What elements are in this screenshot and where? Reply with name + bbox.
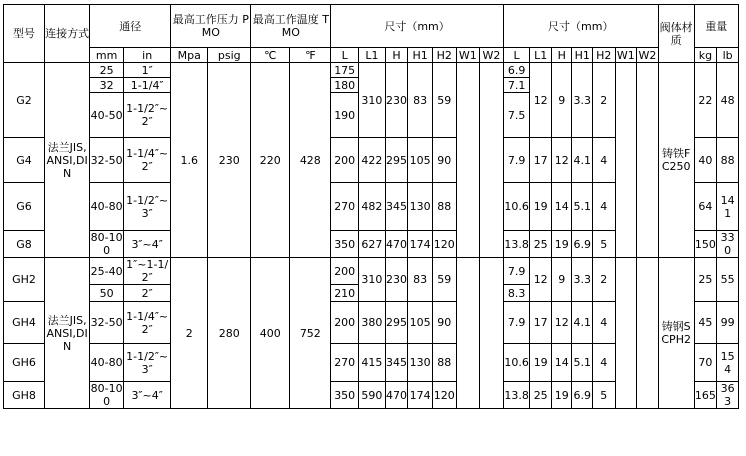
header-weight: 重量	[694, 5, 738, 48]
dim-l-cell: 270	[331, 344, 359, 382]
dim2-l-cell: 7.9	[503, 138, 530, 183]
model-cell: G6	[4, 183, 45, 231]
pressure-psig-cell: 230	[208, 63, 251, 258]
pressure-psig-cell: 280	[208, 258, 251, 409]
dim2-h1-cell: 6.9	[572, 382, 593, 409]
bore-in-cell: 1-1/4″~2″	[124, 138, 171, 183]
dim-h2-cell: 90	[432, 302, 456, 344]
dim-l1-cell: 310	[359, 63, 386, 138]
dim-h1-cell: 174	[408, 231, 433, 258]
weight-kg-cell: 165	[694, 382, 717, 409]
temp-f-cell: 752	[290, 258, 331, 409]
dim2-w1-cell	[615, 258, 637, 409]
dim2-h-cell: 12	[551, 138, 572, 183]
header-connection: 连接方式	[45, 5, 90, 63]
header-dims-2: 尺寸（mm）	[503, 5, 658, 48]
bore-in-cell: 1-1/2″~2″	[124, 93, 171, 138]
dim2-h1-cell: 5.1	[572, 183, 593, 231]
weight-lb-cell: 363	[717, 382, 739, 409]
bore-in-cell: 1-1/2″~3″	[124, 183, 171, 231]
dim2-h1-cell: 6.9	[572, 231, 593, 258]
dim2-h2-cell: 2	[593, 63, 616, 138]
dim2-h1-cell: 4.1	[572, 138, 593, 183]
dim-h2-cell: 88	[432, 183, 456, 231]
bore-in-cell: 1″~1-1/2″	[124, 258, 171, 285]
connection-cell: 法兰JIS,ANSI,DIN	[45, 63, 90, 258]
dim2-h2-cell: 5	[593, 231, 616, 258]
dim-w1-cell	[456, 258, 480, 409]
dim-h-cell: 345	[385, 344, 408, 382]
dim2-h1-cell: 4.1	[572, 302, 593, 344]
dim-w1-cell	[456, 63, 480, 258]
dim-h1-cell: 130	[408, 344, 433, 382]
dim2-l1-cell: 12	[530, 258, 552, 302]
dim2-h-cell: 19	[551, 382, 572, 409]
dim-h-cell: 295	[385, 302, 408, 344]
dim-l-cell: 270	[331, 183, 359, 231]
unit-cell: W2	[638, 48, 657, 62]
connection-cell: 法兰JIS,ANSI,DIN	[45, 258, 90, 409]
dim-l1-cell: 415	[359, 344, 386, 382]
dim-h-cell: 470	[385, 231, 408, 258]
dim-w2-cell	[480, 63, 504, 258]
weight-lb-cell: 55	[717, 258, 739, 302]
unit-cell: W1	[456, 48, 480, 63]
dim2-w2-cell	[637, 258, 659, 409]
bore-mm-cell: 80-100	[90, 382, 123, 408]
model-cell: GH4	[4, 302, 45, 344]
dim2-h2-cell: 4	[593, 344, 616, 382]
table-row	[4, 63, 739, 78]
dim-l-cell: 175	[331, 63, 359, 78]
dim2-l1-cell: 25	[530, 382, 552, 409]
dim-h1-cell: 83	[408, 258, 433, 302]
pressure-mpa-cell: 2	[171, 258, 208, 409]
bore-mm-cell: 40-80	[90, 344, 124, 382]
dim-h1-cell: 174	[408, 382, 433, 409]
weight-kg-cell: 22	[694, 63, 717, 138]
dim2-h1-cell: 3.3	[572, 63, 593, 138]
spec-table	[3, 4, 739, 409]
bore-mm-cell: 25	[90, 63, 124, 78]
pressure-mpa-cell: 1.6	[171, 63, 208, 258]
header-max-temp: 最高工作温度 TMO	[251, 5, 331, 48]
weight-lb-cell: 88	[717, 138, 739, 183]
dim2-h2-cell: 5	[593, 382, 616, 409]
table-row	[4, 258, 739, 285]
weight-lb-cell: 141	[717, 183, 739, 231]
bore-mm-cell: 32-50	[90, 138, 124, 183]
header-model: 型号	[4, 5, 45, 63]
unit-cell: lb	[717, 48, 739, 63]
dim-h1-cell: 105	[408, 138, 433, 183]
bore-mm-cell: 32	[90, 78, 124, 93]
bore-in-cell: 1″	[124, 63, 171, 78]
dim-h-cell: 470	[385, 382, 408, 409]
unit-cell: H	[551, 48, 572, 63]
model-cell: G4	[4, 138, 45, 183]
dim2-l1-cell: 19	[530, 344, 552, 382]
dim-h2-cell: 120	[432, 231, 456, 258]
dim2-h-cell: 9	[551, 258, 572, 302]
material-cell: 铸钢SCPH2	[658, 258, 694, 409]
dim-h-cell: 230	[385, 63, 408, 138]
unit-cell: L	[503, 48, 530, 63]
dim2-l-cell: 7.9	[503, 302, 530, 344]
dim2-l1-cell: 19	[530, 183, 552, 231]
dim2-h-cell: 19	[551, 231, 572, 258]
dim-l-cell: 210	[331, 285, 359, 302]
weight-kg-cell: 25	[694, 258, 717, 302]
dim-h1-cell: 130	[408, 183, 433, 231]
unit-cell: W2	[480, 48, 504, 63]
spec-table-container	[3, 4, 739, 409]
unit-cell: H1	[408, 48, 433, 63]
dim-h1-cell: 105	[408, 302, 433, 344]
dim2-h-cell: 12	[551, 302, 572, 344]
dim-h2-cell: 59	[432, 258, 456, 302]
dim2-l-cell: 8.3	[503, 285, 530, 302]
dim-h2-cell: 120	[432, 382, 456, 409]
temp-f-cell: 428	[290, 63, 331, 258]
weight-kg-cell: 150	[694, 231, 717, 258]
header-max-pressure: 最高工作压力 PMO	[171, 5, 251, 48]
dim2-l1-cell: 17	[530, 302, 552, 344]
weight-kg-cell: 64	[694, 183, 717, 231]
bore-mm-cell: 80-100	[90, 231, 123, 257]
weight-kg-cell: 70	[694, 344, 717, 382]
weight-kg-cell: 40	[694, 138, 717, 183]
temp-c-cell: 400	[251, 258, 290, 409]
bore-in-cell: 1-1/4″~2″	[124, 302, 171, 344]
weight-kg-cell: 45	[694, 302, 717, 344]
dim-h-cell: 295	[385, 138, 408, 183]
dim2-w1-cell	[615, 63, 637, 258]
dim-l1-cell: 380	[359, 302, 386, 344]
dim2-h-cell: 14	[551, 344, 572, 382]
unit-cell: H2	[593, 48, 616, 63]
weight-lb-cell: 330	[717, 231, 739, 258]
unit-cell: psig	[208, 48, 251, 63]
dim2-l1-cell: 17	[530, 138, 552, 183]
unit-cell: L1	[530, 48, 552, 63]
temp-c-cell: 220	[251, 63, 290, 258]
weight-lb-cell: 48	[717, 63, 739, 138]
dim-h-cell: 345	[385, 183, 408, 231]
bore-mm-cell: 50	[90, 285, 124, 302]
material-cell: 铸铁FC250	[658, 63, 694, 258]
spec-table-body	[4, 5, 739, 409]
unit-cell: mm	[90, 48, 124, 63]
unit-cell: H	[385, 48, 408, 63]
bore-in-cell: 1-1/4″	[124, 78, 171, 93]
dim-h-cell: 230	[385, 258, 408, 302]
dim-l-cell: 180	[331, 78, 359, 93]
unit-cell: L1	[359, 48, 386, 63]
dim-l-cell: 200	[331, 138, 359, 183]
units-row	[4, 48, 739, 63]
bore-mm-cell: 40-50	[90, 93, 124, 138]
dim2-h2-cell: 4	[593, 138, 616, 183]
dim-l1-cell: 482	[359, 183, 386, 231]
model-cell: GH2	[4, 258, 45, 302]
dim2-l1-cell: 12	[530, 63, 552, 138]
bore-in-cell: 3″~4″	[124, 382, 171, 409]
dim2-h1-cell: 3.3	[572, 258, 593, 302]
dim2-l-cell: 10.6	[503, 344, 530, 382]
bore-mm-cell: 25-40	[90, 258, 124, 285]
unit-cell: in	[124, 48, 171, 63]
dim-h2-cell: 90	[432, 138, 456, 183]
bore-in-cell: 3″~4″	[124, 231, 171, 258]
header-body-material: 阀体材质	[658, 5, 694, 63]
unit-cell: ℉	[290, 48, 331, 63]
header-dims-1: 尺寸（mm）	[331, 5, 503, 48]
dim-l-cell: 350	[331, 231, 359, 258]
dim2-l-cell: 10.6	[503, 183, 530, 231]
dim2-l-cell: 13.8	[503, 231, 530, 258]
dim-l1-cell: 310	[359, 258, 386, 302]
dim2-l-cell: 7.9	[503, 258, 530, 285]
bore-in-cell: 1-1/2″~3″	[124, 344, 171, 382]
dim2-h-cell: 9	[551, 63, 572, 138]
unit-cell: kg	[694, 48, 717, 63]
header-row	[4, 5, 739, 48]
dim2-l-cell: 7.1	[503, 78, 530, 93]
unit-cell: L	[331, 48, 359, 63]
unit-cell: Mpa	[171, 48, 208, 63]
dim2-l1-cell: 25	[530, 231, 552, 258]
dim2-h1-cell: 5.1	[572, 344, 593, 382]
dim-l1-cell: 422	[359, 138, 386, 183]
weight-lb-cell: 154	[717, 344, 739, 382]
bore-mm-cell: 32-50	[90, 302, 124, 344]
bore-in-cell: 2″	[124, 285, 171, 302]
dim-h2-cell: 88	[432, 344, 456, 382]
bore-mm-cell: 40-80	[90, 183, 124, 231]
header-bore: 通径	[90, 5, 171, 48]
unit-cell: W1	[616, 48, 635, 62]
dim-l-cell: 190	[331, 93, 359, 138]
dim-l-cell: 200	[331, 302, 359, 344]
dim-h2-cell: 59	[432, 63, 456, 138]
model-cell: GH6	[4, 344, 45, 382]
dim-l1-cell: 590	[359, 382, 386, 409]
dim-l-cell: 200	[331, 258, 359, 285]
unit-cell: H1	[572, 48, 593, 63]
dim2-l-cell: 6.9	[503, 63, 530, 78]
model-cell: G2	[4, 63, 45, 138]
model-cell: G8	[4, 231, 45, 258]
dim-l-cell: 350	[331, 382, 359, 409]
dim-l1-cell: 627	[359, 231, 386, 258]
dim2-h2-cell: 4	[593, 302, 616, 344]
model-cell: GH8	[4, 382, 45, 409]
dim-w2-cell	[480, 258, 504, 409]
dim2-h-cell: 14	[551, 183, 572, 231]
dim2-w2-cell	[637, 63, 659, 258]
dim-h1-cell: 83	[408, 63, 433, 138]
dim2-h2-cell: 2	[593, 258, 616, 302]
weight-lb-cell: 99	[717, 302, 739, 344]
unit-cell: H2	[432, 48, 456, 63]
dim2-l-cell: 7.5	[503, 93, 530, 138]
dim2-l-cell: 13.8	[503, 382, 530, 409]
dim2-h2-cell: 4	[593, 183, 616, 231]
unit-cell: ℃	[251, 48, 290, 63]
